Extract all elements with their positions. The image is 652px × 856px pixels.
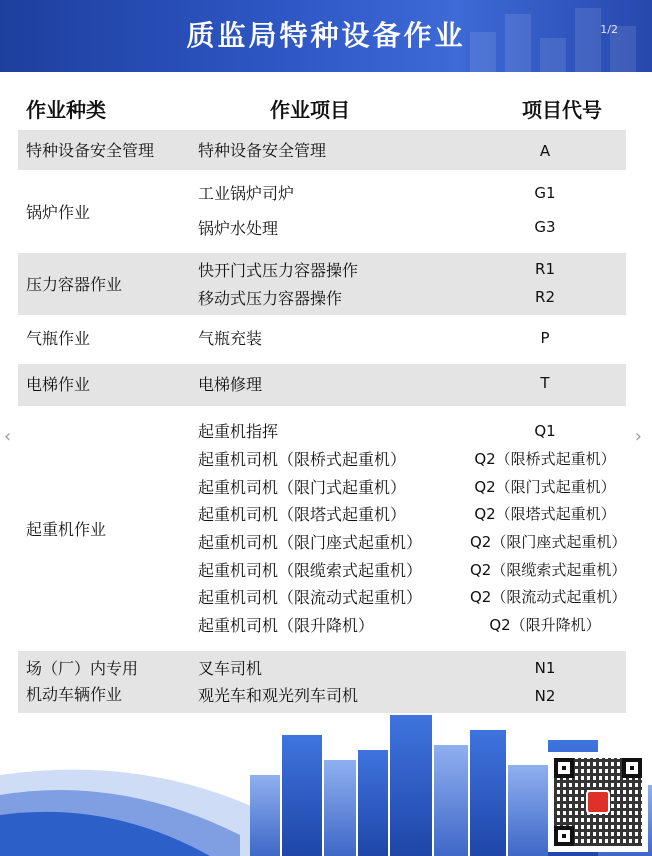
item-cell: 起重机司机（限缆索式起重机） — [198, 561, 423, 580]
code-cell: R2 — [535, 288, 555, 306]
qr-code[interactable] — [548, 752, 648, 852]
item-cell: 起重机司机（限流动式起重机） — [198, 588, 423, 607]
item-cell: 锅炉水处理 — [198, 219, 279, 238]
code-cell: A — [539, 142, 551, 160]
column-header-category: 作业种类 — [26, 98, 106, 122]
code-cell: Q2（限流动式起重机） — [470, 588, 627, 606]
code-cell: G1 — [534, 184, 556, 202]
item-cell: 起重机司机（限塔式起重机） — [198, 505, 407, 524]
item-cell: 起重机司机（限门座式起重机） — [198, 533, 423, 552]
category-cell: 特种设备安全管理 — [26, 141, 155, 160]
prev-page-arrow[interactable]: ‹ — [4, 426, 12, 447]
qr-logo-icon — [586, 790, 610, 814]
item-cell: 观光车和观光列车司机 — [198, 686, 359, 705]
code-cell: Q2（限升降机） — [489, 616, 601, 634]
item-cell: 起重机指挥 — [198, 422, 279, 441]
category-cell: 气瓶作业 — [26, 329, 91, 348]
qr-finder — [554, 826, 574, 846]
qr-finder — [554, 758, 574, 778]
category-cell: 压力容器作业 — [26, 275, 123, 294]
page-title: 质监局特种设备作业 — [186, 19, 466, 52]
item-cell: 叉车司机 — [198, 659, 263, 678]
code-cell: N1 — [534, 659, 556, 677]
item-cell: 起重机司机（限门式起重机） — [198, 478, 407, 497]
code-cell: Q2（限缆索式起重机） — [470, 561, 627, 579]
item-cell: 特种设备安全管理 — [198, 141, 327, 160]
code-cell: Q2（限门式起重机） — [474, 478, 616, 496]
column-header-code: 项目代号 — [522, 98, 602, 122]
code-cell: R1 — [535, 260, 555, 278]
column-header-item: 作业项目 — [270, 98, 350, 122]
code-cell: G3 — [534, 218, 556, 236]
page-indicator: 1/2 — [600, 23, 618, 36]
code-cell: P — [540, 329, 550, 347]
category-cell: 锅炉作业 — [26, 203, 91, 222]
item-cell: 移动式压力容器操作 — [198, 289, 343, 308]
code-cell: Q2（限塔式起重机） — [474, 505, 616, 523]
category-cell: 电梯作业 — [26, 375, 91, 394]
category-cell: 场（厂）内专用 — [26, 659, 139, 678]
item-cell: 起重机司机（限升降机） — [198, 616, 375, 635]
next-page-arrow[interactable]: › — [634, 426, 642, 447]
category-cell: 起重机作业 — [26, 520, 107, 539]
item-cell: 气瓶充装 — [198, 329, 263, 348]
code-cell: Q2（限桥式起重机） — [474, 450, 616, 468]
item-cell: 电梯修理 — [198, 375, 263, 394]
code-cell: T — [540, 374, 550, 392]
item-cell: 工业锅炉司炉 — [198, 184, 295, 203]
header-banner — [0, 0, 652, 72]
code-cell: N2 — [534, 687, 556, 705]
code-cell: Q1 — [534, 422, 556, 440]
qr-finder — [622, 758, 642, 778]
category-cell: 机动车辆作业 — [26, 685, 123, 704]
item-cell: 快开门式压力容器操作 — [198, 261, 359, 280]
item-cell: 起重机司机（限桥式起重机） — [198, 450, 407, 469]
code-cell: Q2（限门座式起重机） — [470, 533, 627, 551]
